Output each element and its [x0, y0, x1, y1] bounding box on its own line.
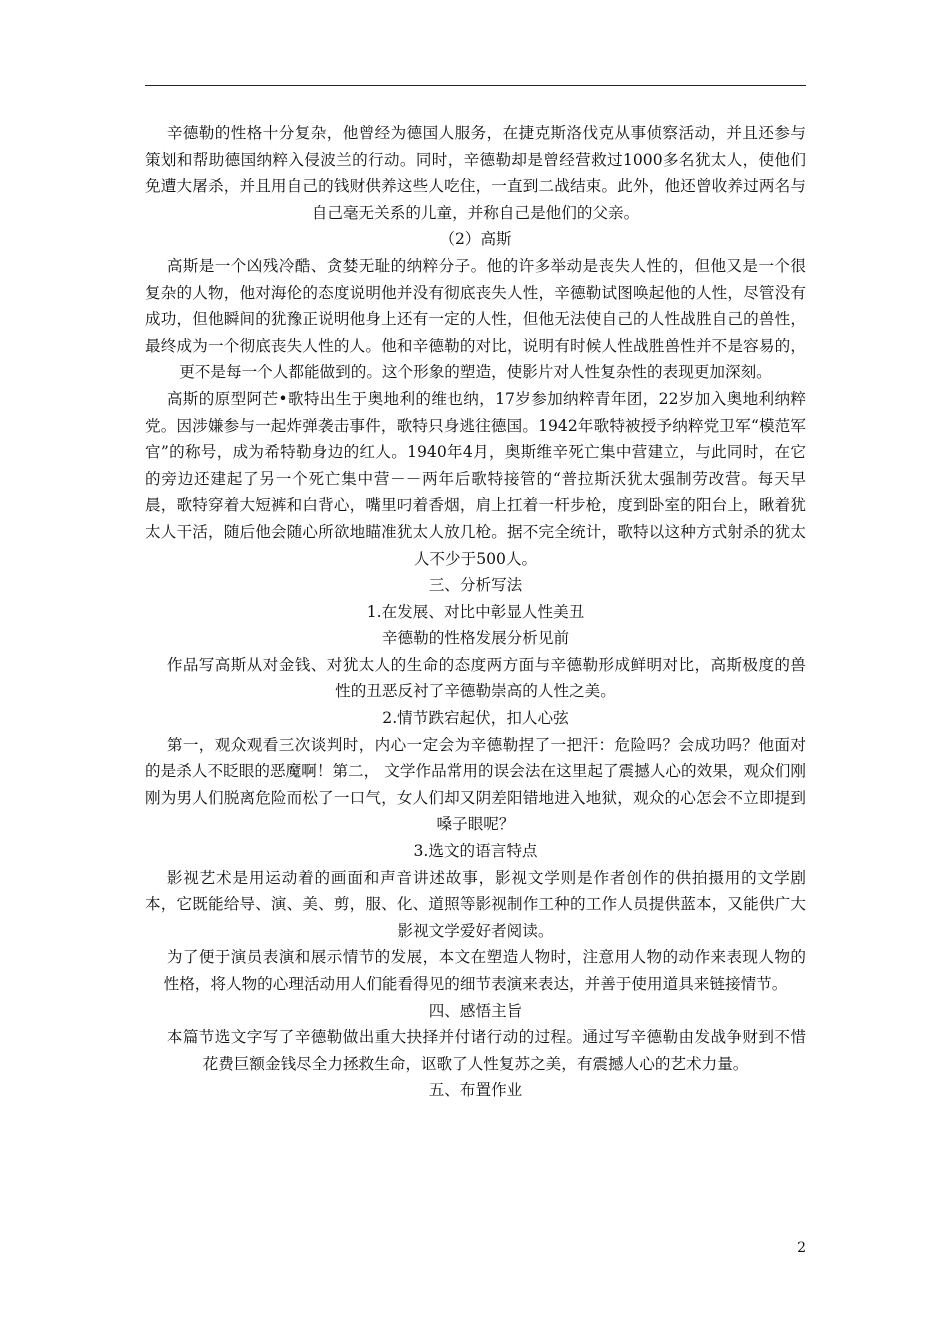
header-rule	[145, 85, 806, 86]
paragraph-goeth-character: 高斯是一个凶残冷酷、贪婪无耻的纳粹分子。他的许多举动是丧失人性的，但他又是一个很复杂的人物，他对海伦的态度说明他并没有彻底丧失人性，辛德勒试图唤起他的人性，尽管没有成功，但他瞬间的犹豫正说明他身上还有一定的人性，但他无法使自己的人性战胜自己的兽性，最终成为一个彻底丧失人性的人。他和辛德勒的对比，说明有时候人性战胜兽性并不是容易的，更不是每一个人都能做到的。这个形象的塑造，使影片对人性复杂性的表现更加深刻。	[145, 256, 806, 382]
subheading-language: 3.选文的语言特点	[413, 842, 538, 861]
paragraph-schindler-character: 辛德勒的性格十分复杂，他曾经为德国人服务，在捷克斯洛伐克从事侦察活动，并且还参与策划和帮助德国纳粹入侵波兰的行动。同时，辛德勒却是曾经营救过1000多名犹太人，使他们免遭大屠杀，并且用自己的钱财供养这些人吃住，一直到二战结束。此外，他还曾收养过两名与自己毫无关系的儿童，并称自己是他们的父亲。	[145, 124, 806, 222]
subheading-plot: 2.情节跌宕起伏，扣人心弦	[382, 709, 569, 728]
subheading-contrast: 1.在发展、对比中彰显人性美丑	[366, 602, 585, 621]
paragraph-actions: 为了便于演员表演和展示情节的发展，本文在塑造人物时，注意用人物的动作来表现人物的性格，将人物的心理活动用人们能看得见的细节表演来表达，并善于使用道具来链接情节。	[163, 948, 806, 993]
line-see-above: 辛德勒的性格发展分析见前	[381, 629, 570, 648]
paragraph-film-art: 影视艺术是用运动着的画面和声音讲述故事，影视文学则是作者创作的供拍摄用的文学剧本，它既能给导、演、美、剪，服、化、道照等影视制作工种的工作人员提供蓝本，又能供广大影视文学爱好者阅读。	[145, 868, 806, 940]
paragraph-plot: 第一，观众观看三次谈判时，内心一定会为辛德勒捏了一把汗：危险吗？会成功吗？他面对的是杀人不眨眼的恶魔啊！第二， 文学作品常用的误会法在这里起了震撼人心的效果，观众们刚刚为男人们脱离危险而松了一口气，女人们却又阴差阳错地进入地狱，观众的心怎会不立即提到嗓子眼呢？	[145, 735, 806, 834]
heading-theme: 四、感悟主旨	[428, 1001, 523, 1020]
heading-writing-analysis: 三、分析写法	[428, 576, 523, 595]
heading-goeth: （2）高斯	[439, 230, 512, 249]
paragraph-theme: 本篇节选文字写了辛德勒做出重大抉择并付诸行动的过程。通过写辛德勒由发战争财到不惜花费巨额金钱尽全力拯救生命，讴歌了人性复苏之美，有震撼人心的艺术力量。	[166, 1028, 806, 1073]
body-text	[145, 120, 806, 1104]
paragraph-goeth-prototype: 高斯的原型阿芒•歌特出生于奥地利的维也纳，17岁参加纳粹青年团，22岁加入奥地利纳粹党。因涉嫌参与一起炸弹袭击事件，歌特只身逃往德国。1942年歌特被授予纳粹党卫军“模范军官”的称号，成为希特勒身边的红人。1940年4月，奥斯维辛死亡集中营建立，与此同时，在它的旁边还建起了另一个死亡集中营－－两年后歌特接管的“普拉斯沃犹太强制劳改营。每天早晨，歌特穿着大短裤和白背心，嘴里叼着香烟，肩上扛着一杆步枪，度到卧室的阳台上，瞅着犹太人干活，随后他会随心所欲地瞄准犹太人放几枪。据不完全统计，歌特以这种方式射杀的犹太人不少于500人。	[145, 389, 806, 568]
heading-homework: 五、布置作业	[428, 1081, 523, 1100]
page-number: 2	[797, 1240, 806, 1256]
paragraph-contrast: 作品写高斯从对金钱、对犹太人的生命的态度两方面与辛德勒形成鲜明对比，高斯极度的兽性的丑恶反衬了辛德勒崇高的人性之美。	[166, 655, 806, 701]
